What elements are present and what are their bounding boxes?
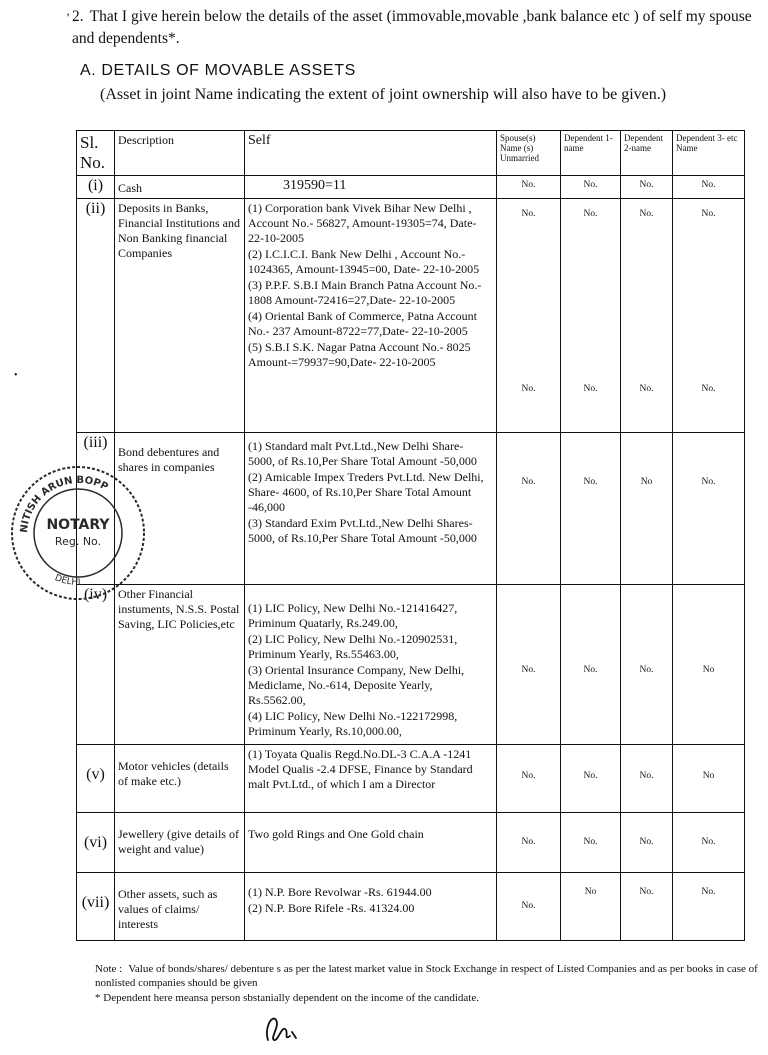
status-spouse: No. [497,745,561,813]
header-dependent-1: Dependent 1-name [561,131,621,176]
stamp-title: NOTARY [46,517,110,533]
status-dependent-1: No. [561,585,621,745]
row-sl: (i) [77,176,115,199]
note-text: Value of bonds/shares/ debenture s as per the latest market value in Stock Exchange in respect of Listed Companies and as per books in case of nonlisted companies should be given [95,963,758,989]
intro-text: That I give herein below the details of the asset (immovable,movable ,bank balance etc ) of self my spouse and dependents*. [72,8,752,47]
status-spouse: No. [497,585,561,745]
self-item: (1) N.P. Bore Revolwar -Rs. 61944.00 [248,885,432,899]
row-self: Two gold Rings and One Gold chain [245,813,497,873]
header-dependent-3: Dependent 3- etc Name [673,131,745,176]
self-item: (5) S.B.I S.K. Nagar Patna Account No.- 8025 Amount-=79937=90,Date- 22-10-2005 [248,340,471,369]
table-row [77,813,745,873]
row-self [245,199,497,433]
self-item-list [248,601,493,739]
status-spouse: No. [497,433,561,585]
self-item-list [248,885,493,916]
status-dependent-3: No. [673,176,745,199]
status-dependent-3: No [673,585,745,745]
row-description: Jewellery (give details of weight and value) [115,813,245,873]
dependent-footnote: * Dependent here meansa person sbstanially dependent on the income of the candidate. [95,992,479,1004]
row-sl: (v) [77,745,115,813]
self-item: (1) Corporation bank Vivek Bihar New Delhi , Account No.- 56827, Amount-19305=74, Date- 22-10-2005 [248,201,477,245]
status-dependent-1: No. [561,433,621,585]
self-item: (2) N.P. Bore Rifele -Rs. 41324.00 [248,901,415,915]
self-item-list [248,439,493,546]
self-item: (1) Toyata Qualis Regd.No.DL-3 C.A.A -1241 Model Qualis -2.4 DFSE, Finance by Standard malt Pvt.Ltd., of which I am a Director [248,747,473,791]
status-dependent-1: No. [561,176,621,199]
self-item-list [248,201,493,370]
status-dependent-2: No. [621,745,673,813]
stamp-arc-text: NITISH ARUN BOPP [18,474,110,534]
self-item: (3) P.P.F. S.B.I Main Branch Patna Account No.- 1808 Amount-72416=27,Date- 22-10-2005 [248,278,482,307]
status-dependent-3: No [673,745,745,813]
section-title: A. DETAILS OF MOVABLE ASSETS [80,62,356,79]
status-dependent-1: No. [561,813,621,873]
table-row [77,176,745,199]
status-spouse: No. [497,176,561,199]
row-self [245,433,497,585]
row-sl: (ii) [77,199,115,433]
row-sl: (vi) [77,813,115,873]
status-spouse: No. [497,873,561,941]
row-description: Motor vehicles (details of make etc.) [115,745,245,813]
header-description: Description [115,131,245,176]
row-description: Cash [115,176,245,199]
table-row [77,199,745,433]
status-dependent-2: No. No. [621,199,673,433]
status-dependent-3: No. [673,433,745,585]
intro-paragraph [72,6,762,50]
status-spouse: No. [497,813,561,873]
self-item: (1) Standard malt Pvt.Ltd.,New Delhi Share- 5000, of Rs.10,Per Share Total Amount -50,000 [248,439,477,468]
header-dependent-2: Dependent 2-name [621,131,673,176]
table-row [77,873,745,941]
self-item: (2) LIC Policy, New Delhi No.-120902531, Priminum Yearly, Rs.55463.00, [248,632,458,661]
self-item-list [248,747,493,792]
row-sl: (vii) [77,873,115,941]
status-dependent-2: No [621,433,673,585]
status-dependent-1: No [561,873,621,941]
header-spouse: Spouse(s) Name (s) Unmarried [497,131,561,176]
section-subtitle: (Asset in joint Name indicating the extent of joint ownership will also have to be given.) [100,86,667,103]
signature [262,1010,302,1046]
row-description: Deposits in Banks, Financial Institutions and Non Banking financial Companies [115,199,245,433]
status-dependent-3: No. [673,813,745,873]
header-sl: Sl. No. [77,131,115,176]
stamp-reg: Reg. No. [54,535,102,548]
table-row [77,585,745,745]
note-label: Note : [95,963,123,975]
status-spouse: No. No. [497,199,561,433]
row-description: Other assets, such as values of claims/ interests [115,873,245,941]
margin-tick: ’ [66,10,70,24]
row-self [245,745,497,813]
self-item: (2) I.C.I.C.I. Bank New Delhi , Account No.- 1024365, Amount-13945=00, Date- 22-10-2005 [248,247,480,276]
movable-assets-table [76,130,745,941]
status-dependent-2: No. [621,813,673,873]
status-dependent-2: No. [621,176,673,199]
self-item: (4) LIC Policy, New Delhi No.-122172998, Priminum Yearly, Rs.10,000.00, [248,709,458,738]
table-row [77,433,745,585]
intro-number: 2. [72,8,84,25]
note [95,962,759,990]
self-item: (4) Oriental Bank of Commerce, Patna Account No.- 237 Amount-8722=77,Date- 22-10-2005 [248,309,477,338]
row-self: 319590=11 [245,176,497,199]
status-dependent-3: No. [673,873,745,941]
self-item: (3) Standard Exim Pvt.Ltd.,New Delhi Shares- 5000, of Rs.10,Per Share Total Amount -50,000 [248,516,477,545]
self-item: (3) Oriental Insurance Company, New Delhi, Mediclame, No.-614, Deposite Yearly, Rs.5562.00, [248,663,465,707]
stamp-bottom-text: DELHI [53,573,81,588]
row-description: Bond debentures and shares in companies [115,433,245,585]
self-item: (2) Amicable Impex Treders Pvt.Ltd. New Delhi, Share- 4600, of Rs.10,Per Share Total Amount -46,000 [248,470,484,514]
status-dependent-2: No. [621,873,673,941]
table-row [77,745,745,813]
margin-dot: • [14,370,18,381]
row-sl: (iii) [77,433,115,585]
status-dependent-1: No. [561,745,621,813]
header-row [77,131,745,176]
status-dependent-3: No. No. [673,199,745,433]
status-dependent-1: No. No. [561,199,621,433]
row-self [245,585,497,745]
row-self [245,873,497,941]
self-item: (1) LIC Policy, New Delhi No.-121416427, Priminum Quatarly, Rs.249.00, [248,601,458,630]
row-sl: (iv) [77,585,115,745]
status-dependent-2: No. [621,585,673,745]
header-self: Self [245,131,497,176]
row-description: Other Financial instuments, N.S.S. Postal Saving, LIC Policies,etc [115,585,245,745]
